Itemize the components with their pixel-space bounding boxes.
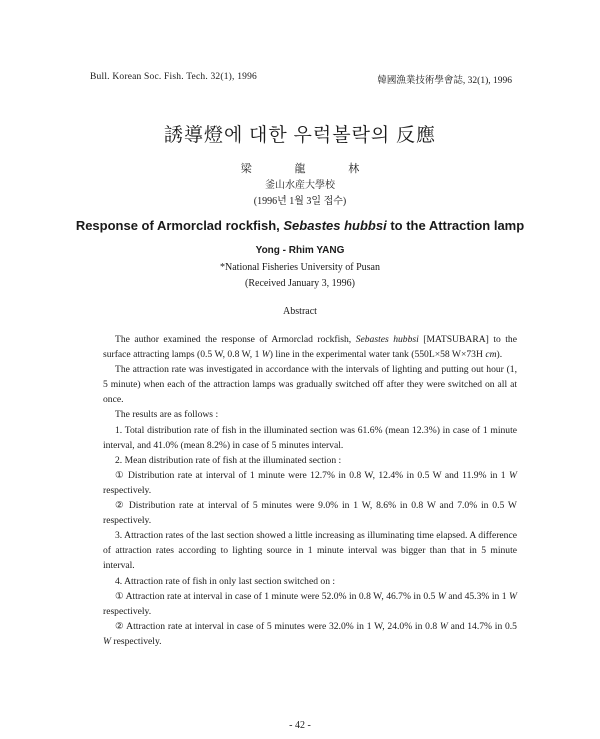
text-run: ) line in the experimental water tank (550L×58 W×73H: [269, 349, 486, 361]
page-number: - 42 -: [289, 720, 311, 731]
abstract-paragraph-2: The attraction rate was investigated in accordance with the intervals of lighting and putting out hour (1, 5 minute) when each of the attraction lamps was gradually switched off after they were switched on all at once.: [103, 364, 517, 406]
korean-author: 梁 龍 林: [240, 163, 360, 175]
text-run: ② Attraction rate at interval in case of 5 minutes were 32.0% in 1 W, 24.0% in 0.8: [115, 620, 440, 632]
abstract-body: [103, 332, 517, 649]
text-run: and 45.3% in 1: [445, 590, 509, 602]
text-run: respectively.: [111, 635, 162, 647]
unit-italic: W: [509, 469, 517, 481]
unit-italic: W: [103, 635, 111, 647]
english-affiliation: *National Fisheries University of Pusan: [220, 262, 380, 273]
unit-italic: W: [437, 590, 446, 602]
text-run: ① Attraction rate at interval in case of 1 minute were 52.0% in 0.8 W, 46.7% in 0.5: [115, 590, 438, 602]
text-run: [MATSUBARA] to the surface attracting lamps (0.5 W, 0.8 W, 1: [103, 334, 517, 361]
journal-citation-right: 韓國漁業技術學會誌, 32(1), 1996: [377, 76, 512, 86]
result-item-2: 2. Mean distribution rate of fish at the illuminated section :: [115, 454, 342, 466]
english-author: Yong - Rhim YANG: [255, 245, 345, 256]
english-title-prefix: Response of Armorclad rockfish,: [75, 218, 284, 233]
abstract-paragraph-1: [103, 332, 517, 362]
abstract-heading: Abstract: [283, 306, 317, 317]
text-run: and 14.7% in 0.5: [447, 620, 517, 632]
text-run: The author examined the response of Armorclad rockfish,: [115, 334, 356, 345]
unit-italic: W: [261, 349, 270, 361]
result-item-4-1: [103, 589, 517, 619]
text-run: ).: [496, 349, 503, 361]
korean-received-date: (1996년 1월 3일 접수): [253, 196, 347, 207]
english-received-date: (Received January 3, 1996): [245, 278, 355, 289]
abstract-paragraph-3: The results are as follows :: [115, 409, 219, 421]
unit-italic: W: [509, 590, 517, 602]
english-title-suffix: to the Attraction lamp: [386, 218, 525, 233]
text-run: ① Distribution rate at interval of 1 minute were 12.7% in 0.8 W, 12.4% in 0.5 W and 11.9% in 1: [115, 469, 509, 481]
species-name: Sebastes hubbsi: [355, 334, 419, 345]
unit-italic: cm: [485, 349, 497, 361]
text-run: respectively.: [103, 605, 152, 617]
result-item-4: 4. Attraction rate of fish in only last section switched on :: [115, 575, 336, 587]
result-item-1: 1. Total distribution rate of fish in the illuminated section was 61.6% (mean 12.3%) in case of 1 minute interval, and 41.0% (mean 8.2%) in case of 5 minutes interval.: [103, 424, 517, 451]
unit-italic: W: [439, 620, 448, 632]
english-title: [0, 218, 600, 233]
result-item-4-2: [103, 619, 517, 649]
korean-affiliation: 釜山水産大學校: [265, 180, 335, 191]
journal-citation-left: Bull. Korean Soc. Fish. Tech. 32(1), 1996: [90, 72, 257, 82]
text-run: respectively.: [103, 484, 152, 496]
korean-title: 誘導燈에 대한 우럭볼락의 反應: [163, 125, 437, 146]
result-item-3: 3. Attraction rates of the last section showed a little increasing as illuminating time elapsed. A difference of attraction rates according to lighting source in 1 minute interval was bigger than that in 5 minute interval.: [103, 530, 517, 572]
english-title-species: Sebastes hubbsi: [283, 218, 387, 233]
result-item-2-2: ② Distribution rate at interval of 5 minutes were 9.0% in 1 W, 8.6% in 0.8 W and 7.0% in 0.5 W respectively.: [103, 500, 517, 527]
result-item-2-1: [103, 468, 517, 498]
